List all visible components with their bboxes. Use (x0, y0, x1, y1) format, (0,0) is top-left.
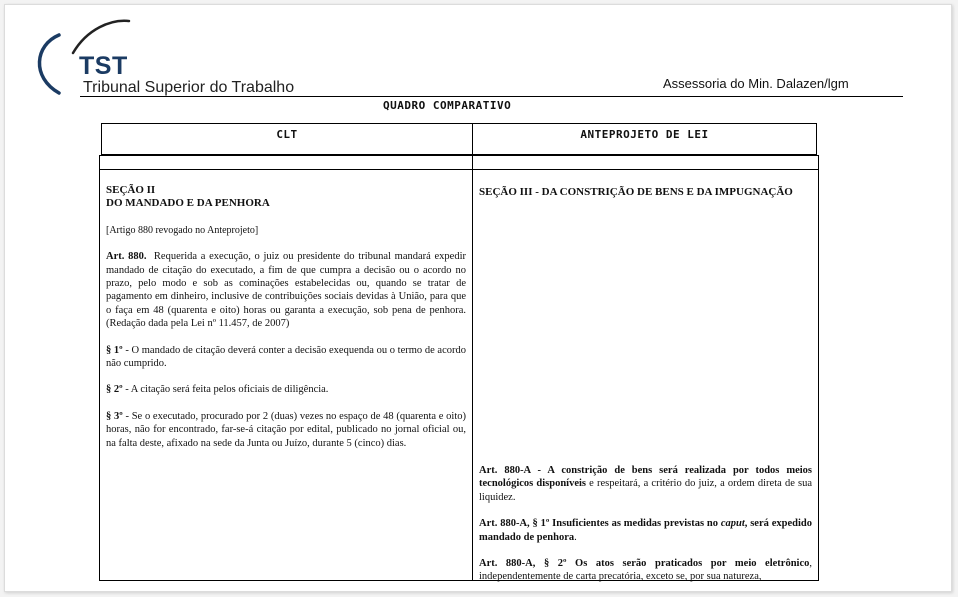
column-anteprojeto (473, 156, 818, 583)
logo-name: Tribunal Superior do Trabalho (83, 79, 295, 96)
paragraph-2-label: § 2º (106, 384, 123, 396)
column-header-anteprojeto: ANTEPROJETO DE LEI (580, 128, 709, 141)
paragraph-3-label: § 3º (106, 410, 123, 422)
column-header-clt: CLT (102, 124, 473, 154)
document-title: QUADRO COMPARATIVO (383, 99, 512, 112)
comparison-body-table (99, 155, 819, 581)
art-880-a-p1-end: . (574, 531, 577, 543)
document-page (4, 4, 952, 592)
assessoria-label: Assessoria do Min. Dalazen/lgm (663, 76, 849, 91)
paragraph-3-text: - Se o executado, procurado por 2 (duas) vezes no espaço de 48 (quarenta e oito) horas, não for encontrado, far-se-á citação por edital, publicado no jornal oficial ou, na falta deste, afixado na sede da Junta ou Juízo, durante 5 (cinco) dias. (106, 410, 466, 449)
art-880-a-p1-label: Art. 880-A, § 1º Insuficientes as medidas previstas no (479, 518, 721, 530)
art-880-a-label: Art. 880-A - A constrição de bens será realizada por todos meios tecnológicos disponíveis (479, 465, 812, 490)
paragraph-3 (106, 410, 466, 450)
anteprojeto-section-title: SEÇÃO III - DA CONSTRIÇÃO DE BENS E DA IMPUGNAÇÃO (479, 186, 793, 198)
paragraph-1-label: § 1º (106, 344, 123, 356)
paragraph-2-text: - A citação será feita pelos oficiais de diligência. (122, 384, 329, 396)
art-880-label: Art. 880. (106, 251, 147, 263)
logo-acronym: TST (79, 52, 128, 80)
paragraph-2 (106, 383, 466, 396)
clt-section-line2: DO MANDADO E DA PENHORA (106, 197, 270, 210)
paragraph-1-text: - O mandado de citação deverá conter a decisão exequenda ou o termo de acordo não cumprido. (106, 344, 466, 370)
clt-section-line1: SEÇÃO II (106, 184, 156, 196)
art-880-text: Requerida a execução, o juiz ou presidente do tribunal mandará expedir mandado de citação do executado, a fim de que cumpra a decisão ou o acordo no prazo, pelo modo e sob as cominações estabelecidas ou, quando se tratar de pagamento em dinheiro, inclusive de contribuições sociais devidas à União, para que o faça em 48 (quarenta e oito) horas ou garanta a execução, sob pena de penhora. (Redação dada pela Lei nº 11.457, de 2007) (106, 251, 466, 330)
art-880-a-p1-italic: caput (720, 518, 745, 530)
empty-row (473, 156, 818, 170)
tst-logo (29, 15, 295, 101)
column-clt (100, 156, 473, 580)
art-880-a (479, 464, 812, 504)
clt-content (106, 184, 466, 463)
art-880-a-p2 (479, 557, 812, 584)
revoked-note: [Artigo 880 revogado no Anteprojeto] (106, 224, 259, 236)
art-880-a-p2-text: , independentemente de carta precatória, exceto se, por sua natureza, (479, 558, 812, 583)
art-880-a-text: e respeitará, a critério do juiz, a ordem direta de sua liquidez. (479, 478, 813, 503)
header-rule (80, 96, 903, 97)
art-880 (106, 250, 466, 330)
art-880-a-p1-rest: , será expedido mandado de penhora (479, 518, 812, 543)
art-880-a-p2-label: Art. 880-A, § 2º Os atos serão praticados por meio eletrônico (479, 558, 810, 570)
comparison-header-table (101, 123, 817, 155)
paragraph-1 (106, 344, 466, 371)
art-880-a-p1 (479, 517, 812, 544)
empty-row (100, 156, 472, 170)
anteprojeto-content (479, 464, 812, 592)
